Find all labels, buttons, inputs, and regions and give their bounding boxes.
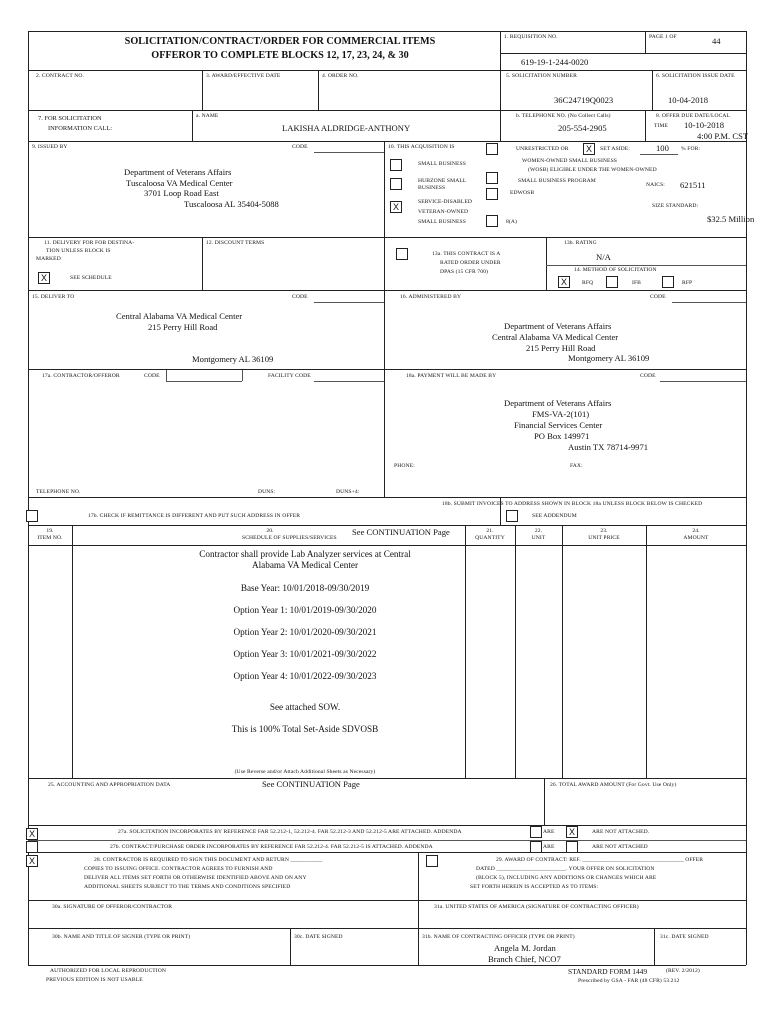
small-business-checkbox[interactable] [390,159,402,171]
administered-by-line2: Central Alabama VA Medical Center [492,332,619,342]
duns-label: DUNS: [258,489,276,495]
naics-value[interactable]: 621511 [680,180,706,190]
rated-order-label-3: DPAS (15 CFR 700) [440,269,488,275]
fob-label-2: TION UNLESS BLOCK IS [46,248,111,254]
rfq-label: RFQ [582,280,594,286]
fob-label-1: 11. DELIVERY FOR FOB DESTINA- [44,240,135,246]
accounting-continuation: See CONTINUATION Page [262,779,360,789]
schedule-option-1: Option Year 1: 10/01/2019-09/30/2020 [233,605,377,615]
see-addendum-label: SEE ADDENDUM [532,513,577,519]
remittance-label: 17b. CHECK IF REMITTANCE IS DIFFERENT AND PUT SUCH ADDRESS IN OFFER [88,513,301,519]
see-schedule-label: SEE SCHEDULE [70,275,112,281]
clause-27b-label: 27b. CONTRACT/PURCHASE ORDER INCORPORATES BY REFERENCE FAR 52.212-4. FAR 52.212-5 IS ATTACHED. ADDENDA [110,844,433,850]
size-standard-label: SIZE STANDARD: [652,203,699,209]
col-amount-label: AMOUNT [683,535,709,541]
are-27b-label: ARE [543,844,555,850]
total-award-label: 26. TOTAL AWARD AMOUNT (For Govt. Use Only) [550,782,677,788]
set-aside-percent[interactable]: 100 [656,143,669,153]
rating-value[interactable]: N/A [596,252,611,262]
hubzone-checkbox[interactable] [390,178,402,190]
hubzone-label-1: HUBZONE SMALL [418,178,467,184]
schedule-set-aside: This is 100% Total Set-Aside SDVOSB [231,724,379,734]
information-call-label: INFORMATION CALL: [48,125,113,132]
issued-by-code-label: CODE [292,144,308,150]
name-label: a. NAME [196,113,219,119]
requisition-label: 1. REQUISITION NO. [504,34,558,40]
sdvosb-label-3: SMALL BUSINESS [418,219,466,225]
requisition-number[interactable]: 619-19-1-244-0020 [521,57,589,67]
telephone-label: b. TELEPHONE NO. (No Collect Calls) [516,113,611,119]
deliver-to-line2: 215 Perry Hill Road [148,322,218,332]
sdvosb-checkbox[interactable]: X [390,201,402,213]
schedule-sow: See attached SOW. [269,702,341,712]
schedule-continuation: See CONTINUATION Page [352,527,450,537]
contractor-label: 17a. CONTRACTOR/OFFEROR [42,373,120,379]
sdvosb-label-2: VETERAN-OWNED [418,209,469,215]
are-not-27a-checkbox[interactable]: X [566,826,578,838]
are-27a-label: ARE [543,829,555,835]
rated-order-label-2: RATED ORDER UNDER [440,260,501,266]
block-29-line3: (BLOCK 5), INCLUDING ANY ADDITIONS OR CHANGES WHICH ARE [476,875,657,881]
block-28-line4: ADDITIONAL SHEETS SUBJECT TO THE TERMS AND CONDITIONS SPECIFIED [84,884,291,890]
administered-by-label: 16. ADMINISTERED BY [400,294,462,300]
eight-a-label: 8(A) [506,219,517,225]
officer-date-label: 31c. DATE SIGNED [660,934,709,940]
officer-name-label: 31b. NAME OF CONTRACTING OFFICER (TYPE OR PRINT) [422,934,575,940]
acquisition-checkbox[interactable] [486,143,498,155]
order-no-label: 4. ORDER NO. [322,73,359,79]
payment-label: 18a. PAYMENT WILL BE MADE BY [406,373,497,379]
clause-27a-label: 27a. SOLICITATION INCORPORATES BY REFERENCE FAR 52.212-1, 52.212-4. FAR 52.212-3 AND 52.212-5 ARE ATTACHED. ADDENDA [118,829,462,835]
submit-invoices-label: 18b. SUBMIT INVOICES TO ADDRESS SHOWN IN BLOCK 18a UNLESS BLOCK BELOW IS CHECKED [442,501,703,507]
contact-phone[interactable]: 205-554-2905 [558,123,607,133]
time-label: TIME [654,123,669,129]
schedule-option-3: Option Year 3: 10/01/2021-09/30/2022 [233,649,377,659]
block-29-line2: DATED ________________________. YOUR OFFER ON SOLICITATION [476,866,655,872]
rfq-checkbox[interactable]: X [558,276,570,288]
administered-by-code-label: CODE [650,294,666,300]
footer-form-name: STANDARD FORM 1449 [568,967,648,976]
col-item-label: ITEM NO. [37,535,63,541]
solicitation-number-label: 5. SOLICITATION NUMBER [506,73,577,79]
administered-by-line4: Montgomery AL 36109 [568,353,650,363]
ifb-label: IFB [632,280,642,286]
col-quantity-label: QUANTITY [475,535,505,541]
schedule-desc-2: Alabama VA Medical Center [251,560,359,570]
footer-previous-edition: PREVIOUS EDITION IS NOT USABLE [46,977,143,983]
col-quantity-num: 21. [486,528,494,534]
unrestricted-checkbox[interactable]: X [583,143,595,155]
ifb-checkbox[interactable] [606,276,618,288]
issued-by-label: 9. ISSUED BY [32,144,68,150]
fob-checkbox[interactable]: X [38,272,50,284]
col-unit-label: UNIT [531,535,546,541]
facility-code-label: FACILITY CODE [268,373,311,379]
officer-name[interactable]: Angela M. Jordan [494,943,556,953]
payment-line3: Financial Services Center [514,420,603,430]
rated-order-label-1: 13a. THIS CONTRACT IS A [432,251,501,257]
page-of-label: PAGE 1 OF [649,34,677,40]
col-unit-num: 22. [534,528,543,534]
offeror-date-label: 30c. DATE SIGNED [294,934,343,940]
wosb-label-3: SMALL BUSINESS PROGRAM [518,178,596,184]
page-total: 44 [712,36,721,46]
block-28-line1: 28. CONTRACTOR IS REQUIRED TO SIGN THIS DOCUMENT AND RETURN ___________ [94,857,323,863]
payment-line4: PO Box 149971 [534,431,590,441]
edwosb-label: EDWOSB [510,190,535,196]
block-28-line2: COPIES TO ISSUING OFFICE. CONTRACTOR AGREES TO FURNISH AND [84,866,273,872]
duns4-label: DUNS+4: [336,489,360,495]
form-title-line1: SOLICITATION/CONTRACT/ORDER FOR COMMERCIAL ITEMS [124,36,436,47]
reverse-note: (Use Reverse and/or Attach Additional Sheets as Necessary) [234,769,376,775]
award-checkbox[interactable] [426,855,438,867]
are-not-27b-label: ARE NOT ATTACHED [592,844,648,850]
solicitation-number[interactable]: 36C24719Q0023 [554,95,614,105]
rfp-label: RFP [682,280,693,286]
eight-a-checkbox[interactable] [486,215,498,227]
administered-by-line1: Department of Veterans Affairs [504,321,612,331]
wosb-label-2: (WOSB) ELIGIBLE UNDER THE WOMEN-OWNED [528,167,657,173]
col-unit-price-num: 23. [600,528,608,534]
deliver-to-code-label: CODE [292,294,308,300]
form-title-line2: OFFEROR TO COMPLETE BLOCKS 12, 17, 23, 24, & 30 [151,50,409,61]
col-supplies-num: 20. [266,528,274,534]
schedule-option-2: Option Year 2: 10/01/2020-09/30/2021 [233,627,377,637]
contract-no-label: 2. CONTRACT NO. [36,73,85,79]
for-solicitation-label: 7. FOR SOLICITATION [38,115,102,122]
footer-prescribed: Prescribed by GSA - FAR (48 CFR) 53.212 [578,978,680,984]
offer-due-time[interactable]: 4:00 P.M. CST [697,131,749,141]
officer-signature-label: 31a. UNITED STATES OF AMERICA (SIGNATURE OF CONTRACTING OFFICER) [434,904,639,910]
rating-label: 13b. RATING [564,240,597,246]
issued-by-line2: Tuscaloosa VA Medical Center [126,178,233,188]
col-supplies-label: SCHEDULE OF SUPPLIES/SERVICES [242,535,337,541]
offer-due-date[interactable]: 10-10-2018 [684,120,725,130]
sdvosb-label-1: SERVICE-DISABLED [418,199,472,205]
offer-due-label: 8. OFFER DUE DATE/LOCAL [656,113,731,119]
col-amount-num: 24. [692,528,700,534]
schedule-base-year: Base Year: 10/01/2018-09/30/2019 [240,583,370,593]
officer-title[interactable]: Branch Chief, NCO7 [488,954,561,964]
wosb-checkbox[interactable] [486,172,498,184]
percent-for-label: % FOR: [681,146,701,152]
are-not-27b-checkbox[interactable] [566,841,578,853]
phone-label: PHONE: [394,463,415,469]
small-business-label: SMALL BUSINESS [418,161,466,167]
set-aside-label: SET ASIDE: [600,146,630,152]
issue-date-label: 6. SOLICITATION ISSUE DATE [656,73,735,79]
block-29-line1: 29. AWARD OF CONTRACT: REF. ___________________________________ OFFER [496,857,704,863]
issued-by-line4: Tuscaloosa AL 35404-5088 [184,199,279,209]
unrestricted-label: UNRESTRICTED OR [516,146,569,152]
footer-revision: (REV. 2/2012) [666,968,700,974]
telephone-no-label: TELEPHONE NO. [36,489,81,495]
size-standard-value[interactable]: $32.5 Million [707,214,755,224]
deliver-to-line1: Central Alabama VA Medical Center [116,311,243,321]
payment-line5: Austin TX 78714-9971 [568,442,649,452]
naics-label: NAICS: [646,182,665,188]
payment-line1: Department of Veterans Affairs [504,398,612,408]
schedule-desc-1: Contractor shall provide Lab Analyzer services at Central [199,549,411,559]
payment-line2: FMS-VA-2(101) [532,409,590,419]
col-unit-price-label: UNIT PRICE [588,535,620,541]
contractor-sign-checkbox[interactable]: X [26,855,38,867]
contractor-code-label: CODE [144,373,160,379]
fob-label-3: MARKED [36,256,61,262]
wosb-label-1: WOMEN-OWNED SMALL BUSINESS [522,158,617,164]
payment-code-label: CODE [640,373,656,379]
offeror-signature-label: 30a. SIGNATURE OF OFFEROR/CONTRACTOR [52,904,173,910]
signer-name-label: 30b. NAME AND TITLE OF SIGNER (TYPE OR PRINT) [52,934,191,940]
acquisition-label: 10. THIS ACQUISITION IS [388,144,455,150]
deliver-to-line3: Montgomery AL 36109 [192,354,274,364]
addendum-checkbox[interactable] [506,510,518,522]
footer-authorized: AUTHORIZED FOR LOCAL REPRODUCTION [50,968,167,974]
schedule-option-4: Option Year 4: 10/01/2022-09/30/2023 [233,671,377,681]
contact-name[interactable]: LAKISHA ALDRIDGE-ANTHONY [282,123,411,133]
hubzone-label-2: BUSINESS [418,185,446,191]
discount-terms-label: 12. DISCOUNT TERMS [206,240,265,246]
fax-label: FAX: [570,463,583,469]
edwosb-checkbox[interactable] [486,188,498,200]
remittance-checkbox[interactable] [26,510,38,522]
issued-by-line3: 3701 Loop Road East [144,188,219,198]
block-29-line4: SET FORTH HEREIN IS ACCEPTED AS TO ITEMS: [470,884,599,890]
issue-date[interactable]: 10-04-2018 [668,95,709,105]
administered-by-line3: 215 Perry Hill Road [526,343,596,353]
are-not-27a-label: ARE NOT ATTACHED. [592,829,650,835]
block-28-line3: DELIVER ALL ITEMS SET FORTH OR OTHERWISE IDENTIFIED ABOVE AND ON ANY [84,875,307,881]
issued-by-line1: Department of Veterans Affairs [124,167,232,177]
clause-27a-checkbox[interactable]: X [26,828,38,840]
col-item-num: 19. [46,528,54,534]
are-27a-checkbox[interactable] [530,826,542,838]
accounting-label: 25. ACCOUNTING AND APPROPRIATION DATA [48,782,171,788]
are-27b-checkbox[interactable] [530,841,542,853]
rfp-checkbox[interactable] [662,276,674,288]
method-label: 14. METHOD OF SOLICITATION [574,267,657,273]
deliver-to-label: 15. DELIVER TO [32,294,75,300]
award-date-label: 3. AWARD/EFFECTIVE DATE [206,73,281,79]
clause-27b-checkbox[interactable] [26,841,38,853]
rated-order-checkbox[interactable] [396,248,408,260]
